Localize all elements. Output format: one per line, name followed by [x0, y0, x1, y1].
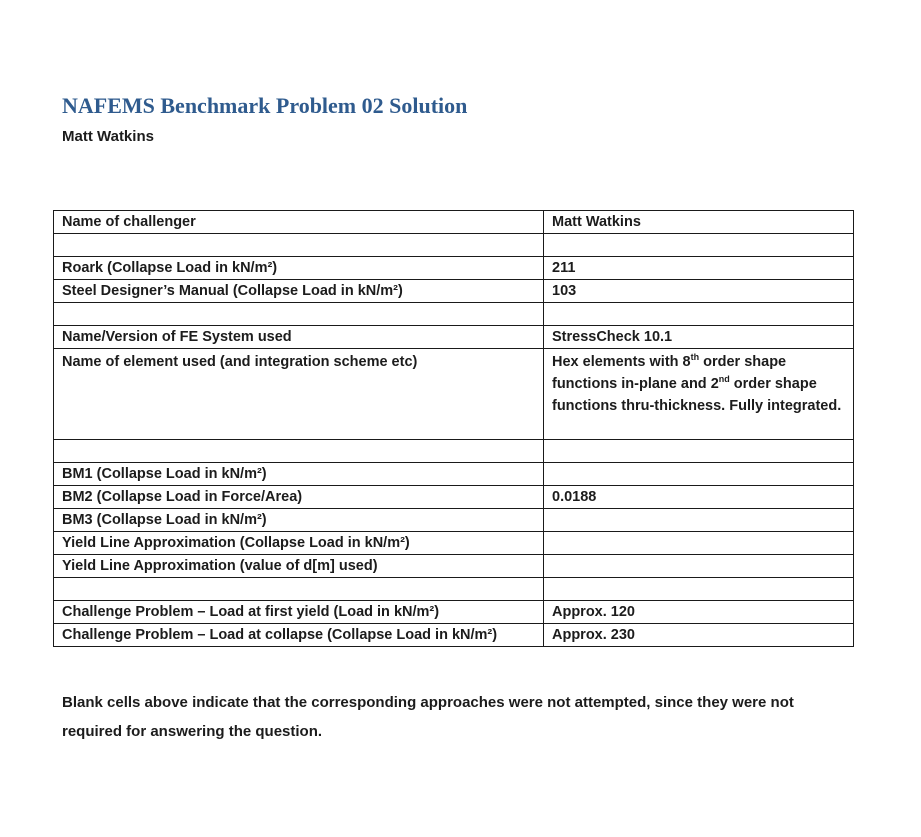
table-row-bm3	[54, 509, 854, 532]
row-label: BM1 (Collapse Load in kN/m²)	[54, 463, 544, 486]
row-value	[544, 303, 854, 326]
row-label: BM2 (Collapse Load in Force/Area)	[54, 486, 544, 509]
row-value: 103	[544, 280, 854, 303]
row-label	[54, 234, 544, 257]
row-label: Challenge Problem – Load at collapse (Collapse Load in kN/m²)	[54, 624, 544, 647]
table-row-challenge-first-yield	[54, 601, 854, 624]
table-row-element-used	[54, 349, 854, 440]
value-text: order shape functions in-plane and 2	[552, 354, 787, 392]
row-value	[544, 555, 854, 578]
ordinal-superscript: nd	[718, 374, 730, 385]
table-row-steel-designers-manual	[54, 280, 854, 303]
table-row-yield-line-collapse	[54, 532, 854, 555]
row-value	[544, 532, 854, 555]
table-row-blank	[54, 578, 854, 601]
row-value	[544, 349, 854, 440]
table-row-challenge-collapse	[54, 624, 854, 647]
table-row-roark	[54, 257, 854, 280]
row-label: Challenge Problem – Load at first yield (Load in kN/m²)	[54, 601, 544, 624]
row-label	[54, 303, 544, 326]
value-text: order shape functions thru-thickness. Fully integrated.	[552, 376, 842, 414]
row-value	[544, 440, 854, 463]
row-label: BM3 (Collapse Load in kN/m²)	[54, 509, 544, 532]
row-label: Yield Line Approximation (value of d[m] used)	[54, 555, 544, 578]
page-title: NAFEMS Benchmark Problem 02 Solution	[62, 93, 468, 118]
row-value: 211	[544, 257, 854, 280]
row-label	[54, 578, 544, 601]
row-label: Steel Designer’s Manual (Collapse Load in kN/m²)	[54, 280, 544, 303]
row-value: Matt Watkins	[544, 211, 854, 234]
table-row-blank	[54, 303, 854, 326]
ordinal-superscript: th	[690, 352, 700, 363]
row-value: StressCheck 10.1	[544, 326, 854, 349]
value-text: Hex elements with 8	[552, 354, 691, 370]
table-row-yield-line-d	[54, 555, 854, 578]
row-value: 0.0188	[544, 486, 854, 509]
table-row-bm1	[54, 463, 854, 486]
row-value	[544, 234, 854, 257]
row-label: Name/Version of FE System used	[54, 326, 544, 349]
table-row-name-of-challenger	[54, 211, 854, 234]
author-name: Matt Watkins	[62, 128, 154, 145]
row-label: Roark (Collapse Load in kN/m²)	[54, 257, 544, 280]
benchmark-results-table	[53, 210, 854, 647]
table-row-fe-system	[54, 326, 854, 349]
row-label	[54, 440, 544, 463]
row-value	[544, 578, 854, 601]
row-label: Yield Line Approximation (Collapse Load in kN/m²)	[54, 532, 544, 555]
row-value	[544, 509, 854, 532]
row-value: Approx. 120	[544, 601, 854, 624]
table-row-blank	[54, 440, 854, 463]
row-label: Name of challenger	[54, 211, 544, 234]
row-label: Name of element used (and integration scheme etc)	[54, 349, 544, 440]
footer-note: Blank cells above indicate that the corresponding approaches were not attempted, since they were not required for answering the question.	[62, 694, 794, 740]
row-value: Approx. 230	[544, 624, 854, 647]
table-row-blank	[54, 234, 854, 257]
row-value	[544, 463, 854, 486]
table-row-bm2	[54, 486, 854, 509]
